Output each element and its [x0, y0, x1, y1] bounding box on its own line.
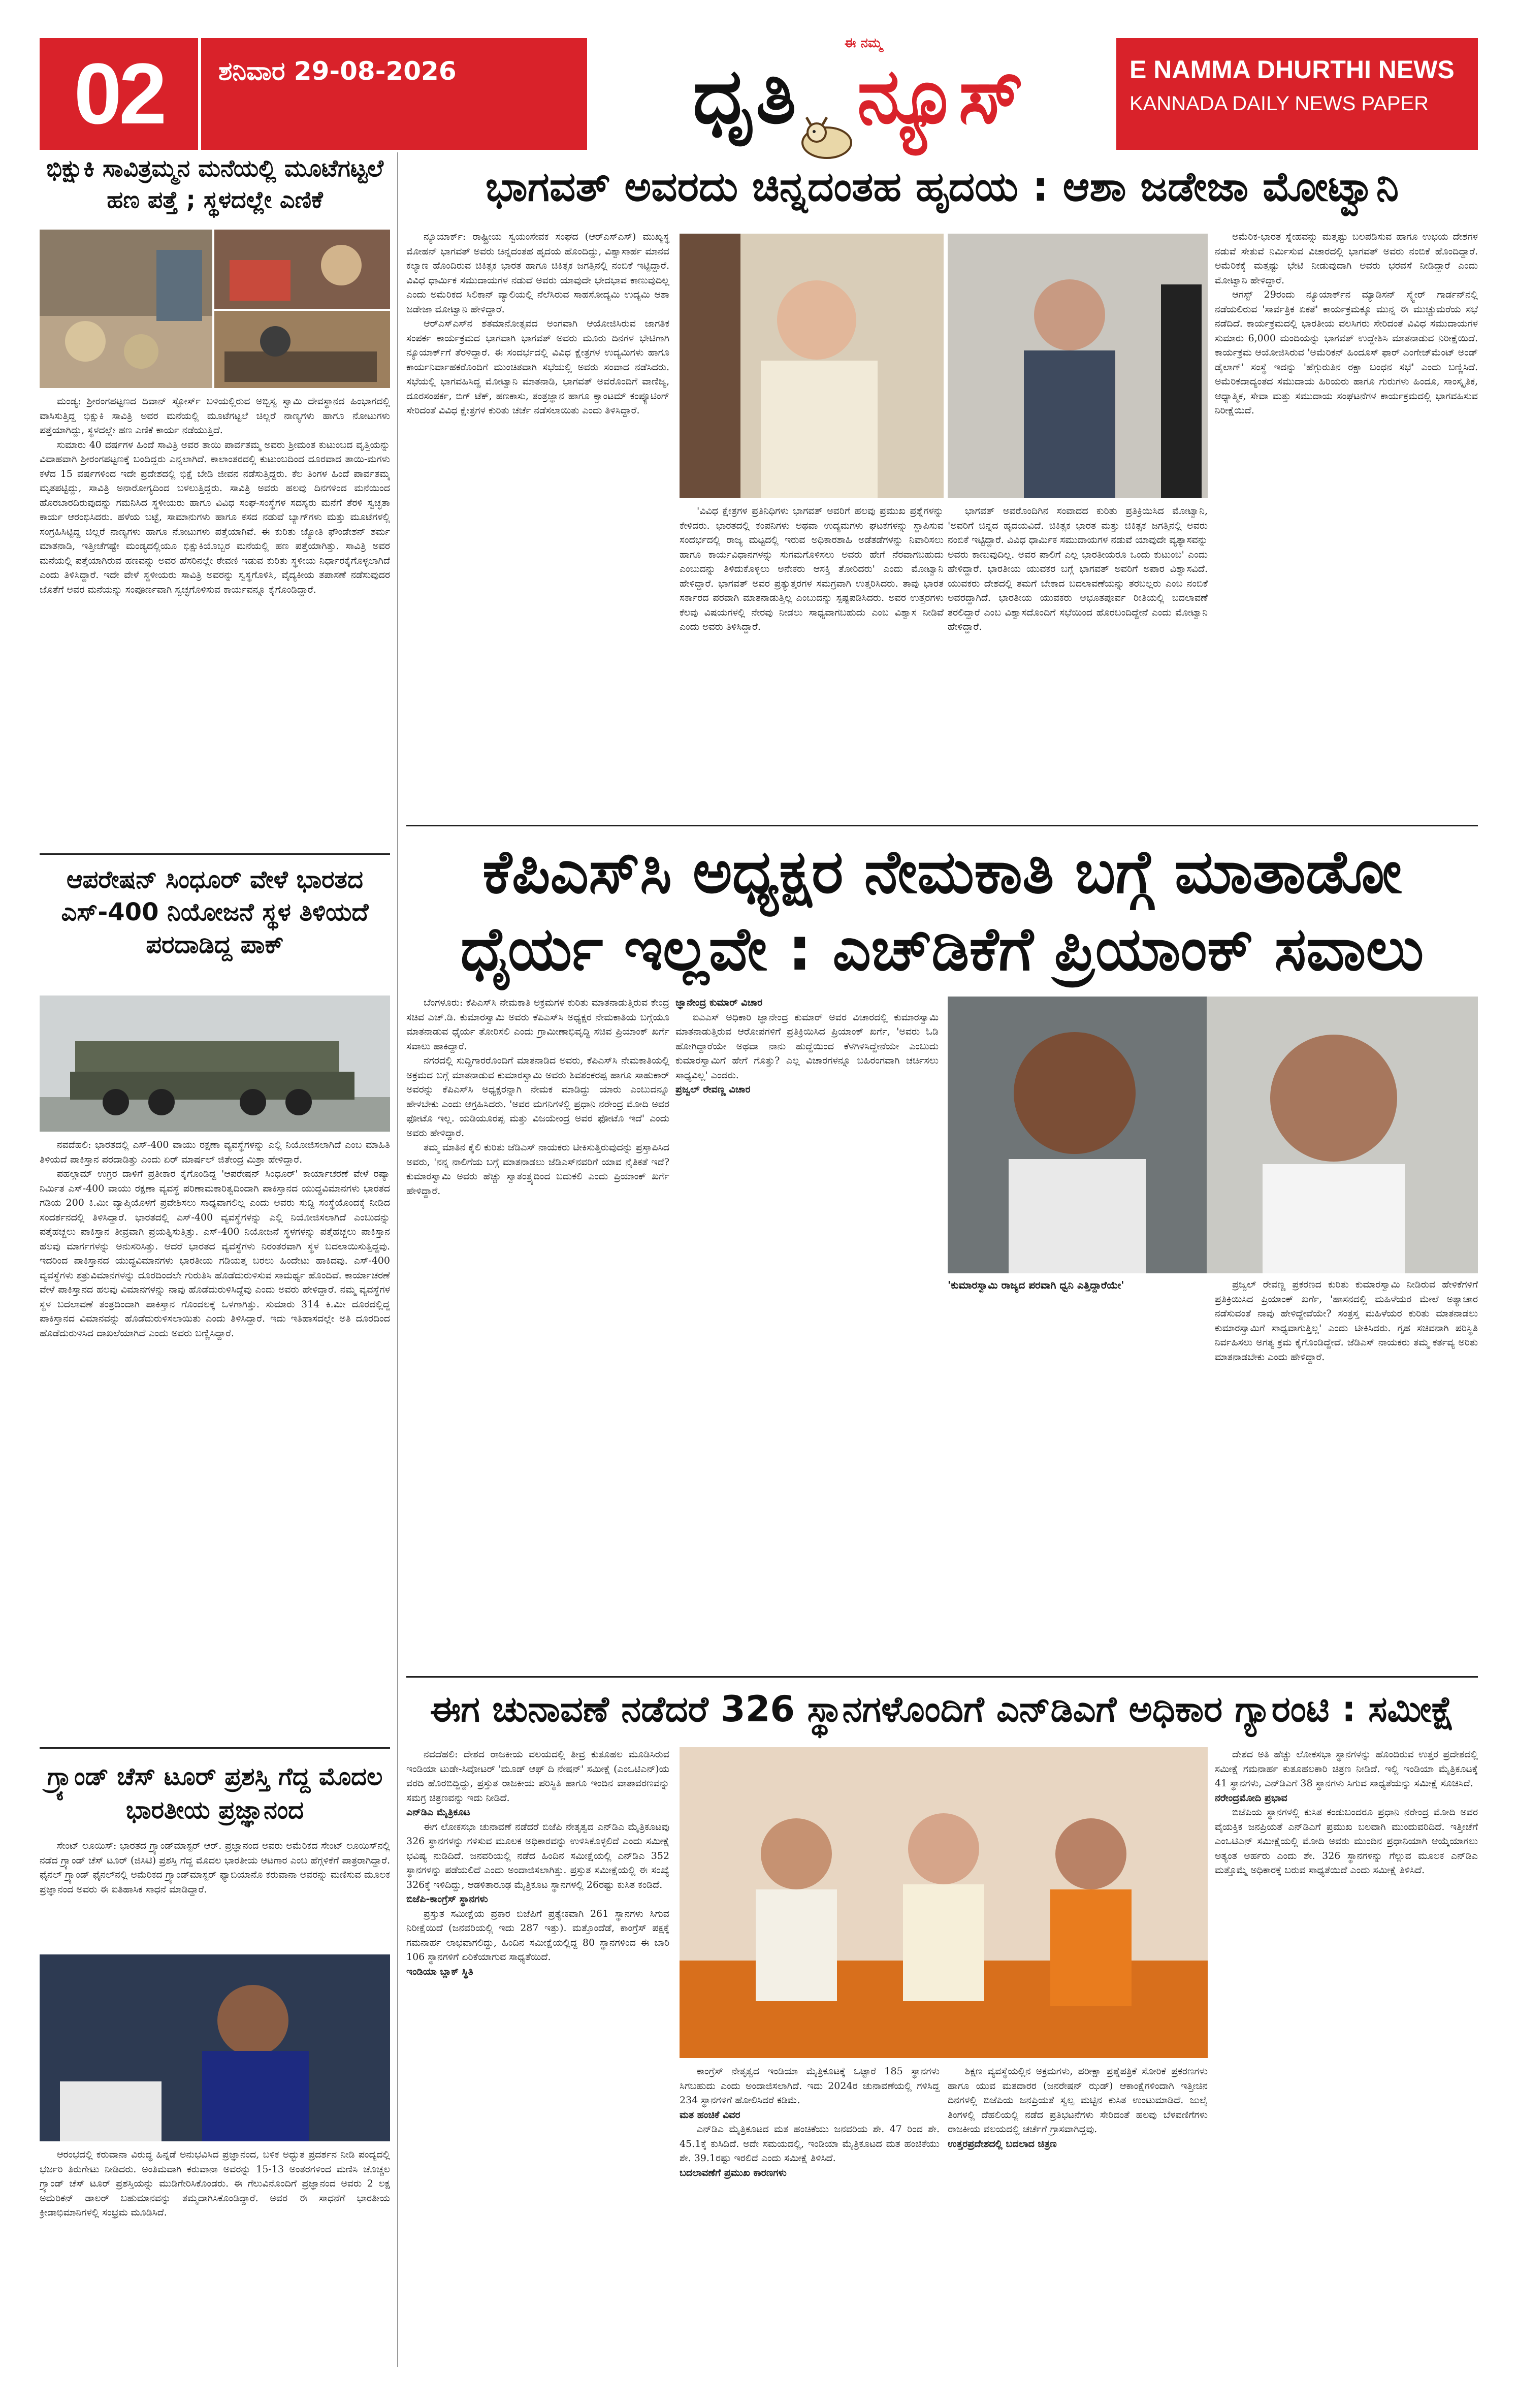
- paragraph: ಸುಮಾರು 40 ವರ್ಷಗಳ ಹಿಂದೆ ಸಾವಿತ್ರಿ ಅವರ ತಾಯಿ ಪಾರ್ವತಮ್ಮ ಅವರು ಶ್ರೀಮಂತ ಕುಟುಂಬದ ವೃತ್ತಿಯನ್ನು ವಿವಾಹವಾಗಿ ಶ್ರೀರಂಗಪಟ್ಟಣಕ್ಕೆ ಬಂದಿದ್ದರು ಎನ್ನಲಾಗಿದೆ. ಕಾಲಾಂತರದಲ್ಲಿ ಕುಟುಂಬದಿಂದ ದೂರವಾದ ತಾಯಿ-ಮಗಳು ಕಳೆದ 15 ವರ್ಷಗಳಿಂದ ಇದೇ ಪ್ರದೇಶದಲ್ಲಿ ಭಿಕ್ಷೆ ಬೇಡಿ ಜೀವನ ನಡೆಸುತ್ತಿದ್ದರು. ಕೆಲ ತಿಂಗಳ ಹಿಂದೆ ಪಾರ್ವತಮ್ಮ ಮೃತಪಟ್ಟಿದ್ದು, ಸಾವಿತ್ರಿ ಅನಾರೋಗ್ಯದಿಂದ ಬಳಲುತ್ತಿದ್ದರು. ಸಾವಿತ್ರಿ ಅವರು ಹಲವು ದಿನಗಳಿಂದ ಮನೆಯಿಂದ ಹೊರಬಾರದಿರುವುದನ್ನು ಗಮನಿಸಿದ ಸ್ಥಳೀಯರು ಹಾಗೂ ವಿವಿಧ ಸಂಘ-ಸಂಸ್ಥೆಗಳ ಸದಸ್ಯರು ಮನೆಗೆ ತೆರಳಿ ಸ್ವಚ್ಛತಾ ಕಾರ್ಯ ಆರಂಭಿಸಿದರು. ಹಳೆಯ ಬಟ್ಟೆ, ಸಾಮಾನುಗಳು ಹಾಗೂ ಕಸದ ನಡುವೆ ಬ್ಯಾಗ್‌ಗಳು ಮತ್ತು ಮೂಟೆಗಳಲ್ಲಿ ಸಂಗ್ರಹಿಸಿಟ್ಟಿದ್ದ ಚಿಲ್ಲರೆ ನಾಣ್ಯಗಳು ಹಾಗೂ ನೋಟುಗಳು ಪತ್ತೆಯಾಗಿವೆ. ಈ ಕುರಿತು ಜ್ಯೋತಿ ಫೌಂಡೇಶನ್ ಶರ್ಮ ಮಾತನಾಡಿ, ಇತ್ತೀಚೆಗಷ್ಟೇ ಮಂಡ್ಯದಲ್ಲಿಯೂ ಭಿಕ್ಷುಕಿಯೊಬ್ಬರ ಮನೆಯಲ್ಲಿ ಹಣ ಪತ್ತೆಯಾಗಿತ್ತು. ಸಾವಿತ್ರಿ ಅವರ ಮನೆಯಲ್ಲಿ ಪತ್ತೆಯಾಗಿರುವ ಹಣವನ್ನು ಅವರ ಹೆಸರಿನಲ್ಲೇ ಠೇವಣಿ ಇಡುವ ಕುರಿತು ಸ್ಥಳೀಯ ನಿರ್ಧಾರಕೈಗೊಳ್ಳಲಾಗಿದೆ ಎಂದು ತಿಳಿಸಿದ್ದಾರೆ. ಇದೇ ವೇಳೆ ಸ್ಥಳೀಯರು ಸಾವಿತ್ರಿ ಅವರನ್ನು ಸ್ವಸ್ಥಗೊಳಿಸಿ, ವೈದ್ಯಕೀಯ ತಪಾಸಣೆ ನಡೆಸುವುದರ ಜೊತೆಗೆ ಅವರ ಮನೆಯನ್ನು ಸಂಪೂರ್ಣವಾಗಿ ಸ್ವಚ್ಛಗೊಳಿಸುವ ಕಾರ್ಯವನ್ನೂ ಕೈಗೊಂಡಿದ್ದಾರೆ.: [40, 439, 390, 595]
- subheading: ಪ್ರಜ್ವಲ್ ರೇವಣ್ಣ ವಿಚಾರ: [675, 1084, 751, 1095]
- praggnanandhaa-photo: [40, 1954, 390, 2141]
- paragraph: ಆಗಸ್ಟ್ 29ರಂದು ನ್ಯೂಯಾರ್ಕ್‌ನ ಮ್ಯಾಡಿಸನ್ ಸ್ಕ್ವೇರ್ ಗಾರ್ಡನ್‌ನಲ್ಲಿ ನಡೆಯಲಿರುವ 'ಸಾರ್ವತ್ರಿಕ ಏಕತೆ' ಕಾರ್ಯಕ್ರಮಕ್ಕೂ ಮುನ್ನ ಈ ಮುಚ್ಚುಮರೆಯ ಸಭೆ ನಡೆದಿದೆ. ಕಾರ್ಯಕ್ರಮದಲ್ಲಿ ಭಾರತೀಯ ವಲಸಿಗರು ಸೇರಿದಂತೆ ವಿವಿಧ ಸಮುದಾಯಗಳ ಸುಮಾರು 6,000 ಮಂದಿಯನ್ನು ಭಾಗವತ್ ಉದ್ದೇಶಿಸಿ ಮಾತನಾಡುವ ನಿರೀಕ್ಷೆಯಿದೆ. ಕಾರ್ಯಕ್ರಮ ಆಯೋಜಿಸಿರುವ 'ಅಮೆರಿಕನ್ ಹಿಂದೂಸ್ ಫಾರ್ ಎಂಗೇಜ್‌ಮೆಂಟ್ ಅಂಡ್ ಡೈಲಾಗ್' ಸಂಸ್ಥೆ ಇದನ್ನು 'ಹೆಗ್ಗುರುತಿನ ರಕ್ಷಾ ಬಂಧನ ಸಭೆ' ಎಂದು ಬಣ್ಣಿಸಿದೆ. ಅಮೆರಿಕದಾದ್ಯಂತದ ಸಮುದಾಯ ಹಿರಿಯರು ಹಾಗೂ ಗುರುಗಳು ಹಿಂದೂ, ಸಾಂಸ್ಕೃತಿಕ, ಆಧ್ಯಾತ್ಮಿಕ, ಸೇವಾ ಮತ್ತು ಸಮುದಾಯ ಸಂಘಟನೆಗಳ ಕಾರ್ಯಕ್ರಮದಲ್ಲಿ ಭಾಗವಹಿಸುವ ನಿರೀಕ್ಷೆಯಿದೆ.: [1215, 289, 1478, 416]
- left-story-1-photo-a: [40, 230, 212, 388]
- subheading: ಎನ್‌ಡಿಎ ಮೈತ್ರಿಕೂಟ: [406, 1807, 470, 1818]
- main-story-photo-caption: 'ಕುಮಾರಸ್ವಾಮಿ ರಾಜ್ಯದ ಪರವಾಗಿ ಧ್ವನಿ ಎತ್ತಿದ್ದಾರೆಯೇ': [948, 1279, 1124, 1291]
- left-story-2-headline: ಆಪರೇಷನ್ ಸಿಂಧೂರ್ ವೇಳೆ ಭಾರತದ ಎಸ್-400 ನಿಯೋಜನೆ ಸ್ಥಳ ತಿಳಿಯದೆ ಪರದಾಡಿದ್ದ ಪಾಕ್: [61, 865, 369, 959]
- issue-date: ಶನಿವಾರ 29-08-2026: [201, 38, 587, 150]
- main-story-body-col4: [1215, 1277, 1478, 1686]
- left-story-1-photo-b: [214, 230, 390, 309]
- left-story-3-body-a: [40, 1839, 390, 1948]
- divider: [40, 853, 390, 855]
- bottom-story-body-col2: [680, 2064, 940, 2367]
- divider: [40, 1747, 390, 1749]
- bottom-story-body-col1: [406, 1747, 669, 2367]
- top-story-body-col2: [680, 504, 944, 819]
- english-title: E NAMMA DHURTHI NEWS: [1129, 55, 1455, 84]
- paragraph: ನವದೆಹಲಿ: ದೇಶದ ರಾಜಕೀಯ ವಲಯದಲ್ಲಿ ತೀವ್ರ ಕುತೂಹಲ ಮೂಡಿಸಿರುವ ಇಂಡಿಯಾ ಟುಡೇ-ಸಿವೋಟರ್ 'ಮೂಡ್ ಆಫ್ ದಿ ನೇಷನ್' ಸಮೀಕ್ಷೆ (ಎಂಒಟಿಎನ್)ಯ ವರದಿ ಹೊರಬಿದ್ದಿದ್ದು, ಪ್ರಸ್ತುತ ರಾಜಕೀಯ ಪರಿಸ್ಥಿತಿ ಹಾಗೂ ಇಂದಿನ ವಾತಾವರಣವನ್ನು ಸಮಗ್ರ ಚಿತ್ರಣವನ್ನು ಇದು ನೀಡಿದೆ.: [406, 1749, 669, 1804]
- paragraph: ನ್ಯೂಯಾರ್ಕ್: ರಾಷ್ಟ್ರೀಯ ಸ್ವಯಂಸೇವಕ ಸಂಘದ (ಆರ್‌ಎಸ್‌ಎಸ್) ಮುಖ್ಯಸ್ಥ ಮೋಹನ್ ಭಾಗವತ್ ಅವರು ಚಿನ್ನದಂತಹ ಹೃದಯ ಹೊಂದಿದ್ದು, ವಿಶ್ವಾಸಾರ್ಹ ಮಾನವ ಕಲ್ಯಾಣ ಹೊಂದಿರುವ ಚಿಕಿತ್ಸಕ ಭಾರತ ಹಾಗೂ ಚಿಕಿತ್ಸಕ ಜಗತ್ತಿನಲ್ಲಿ ನಂಬಿಕೆ ಇಟ್ಟಿದ್ದಾರೆ. ವಿವಿಧ ಧಾರ್ಮಿಕ ಸಮುದಾಯಗಳ ನಡುವೆ ಅವರು ಯಾವುದೇ ಭೇದಭಾವ ಕಾಣುವುದಿಲ್ಲ ಎಂದು ಅಮೆರಿಕದ ಸಿಲಿಕಾನ್ ವ್ಯಾಲಿಯಲ್ಲಿ ನೆಲೆಸಿರುವ ಸಾಹಸೋದ್ಯಮಿ ಉದ್ಯಮಿ ಆಶಾ ಜಡೇಜಾ ಮೋಟ್ವಾನಿ ಹೇಳಿದ್ದಾರೆ.: [406, 231, 669, 315]
- english-masthead: [1116, 38, 1478, 150]
- brand-name-right: ನ್ಯೂಸ್: [857, 52, 1024, 141]
- modi-shah-yogi-photo: [680, 1747, 1208, 2058]
- paragraph: ಅಮೆರಿಕ-ಭಾರತ ಸ್ನೇಹವನ್ನು ಮತ್ತಷ್ಟು ಬಲಪಡಿಸುವ ಹಾಗೂ ಉಭಯ ದೇಶಗಳ ನಡುವೆ ಸೇತುವೆ ನಿರ್ಮಿಸುವ ವಿಚಾರದಲ್ಲಿ ಭಾಗವತ್ ಅವರು ನಂಬಿಕೆ ಹೊಂದಿದ್ದಾರೆ. ಅಮೆರಿಕಕ್ಕೆ ಮತ್ತಷ್ಟು ಭೇಟಿ ನೀಡುವುದಾಗಿ ಅವರು ಭರವಸೆ ನೀಡಿದ್ದಾರೆ ಎಂದು ಮೋಟ್ವಾನಿ ಹೇಳಿದ್ದಾರೆ.: [1215, 231, 1478, 286]
- paragraph: ಕಾಂಗ್ರೆಸ್ ನೇತೃತ್ವದ ಇಂಡಿಯಾ ಮೈತ್ರಿಕೂಟಕ್ಕೆ ಒಟ್ಟಾರೆ 185 ಸ್ಥಾನಗಳು ಸಿಗಬಹುದು ಎಂದು ಅಂದಾಜಿಸಲಾಗಿದೆ. ಇದು 2024ರ ಚುನಾವಣೆಯಲ್ಲಿ ಗಳಿಸಿದ್ದ 234 ಸ್ಥಾನಗಳಿಗೆ ಹೋಲಿಸಿದರೆ ಕಡಿಮೆ.: [680, 2066, 940, 2106]
- subheading: ಬದಲಾವಣೆಗೆ ಪ್ರಮುಖ ಕಾರಣಗಳು: [680, 2167, 787, 2178]
- paragraph: ಈಗ ಲೋಕಸಭಾ ಚುನಾವಣೆ ನಡೆದರೆ ಬಿಜೆಪಿ ನೇತೃತ್ವದ ಎನ್‌ಡಿಎ ಮೈತ್ರಿಕೂಟವು 326 ಸ್ಥಾನಗಳನ್ನು ಗಳಿಸುವ ಮೂಲಕ ಅಧಿಕಾರವನ್ನು ಉಳಿಸಿಕೊಳ್ಳಲಿದೆ ಎಂದು ಸಮೀಕ್ಷೆ ಭವಿಷ್ಯ ನುಡಿದಿದೆ. ಜನವರಿಯಲ್ಲಿ ನಡೆದ ಹಿಂದಿನ ಸಮೀಕ್ಷೆಯಲ್ಲಿ ಎನ್‌ಡಿಎ 352 ಸ್ಥಾನಗಳನ್ನು ಪಡೆಯಲಿದೆ ಎಂದು ಅಂದಾಜಿಸಲಾಗಿತ್ತು. ಪ್ರಸ್ತುತ ಸಮೀಕ್ಷೆಯಲ್ಲಿ ಈ ಸಂಖ್ಯೆ 326ಕ್ಕೆ ಇಳಿದಿದ್ದು, ಆಡಳಿತಾರೂಢ ಮೈತ್ರಿಕೂಟ ಸ್ಥಾನಗಳಲ್ಲಿ 26ರಷ್ಟು ಕುಸಿತ ಕಂಡಿದೆ.: [406, 1821, 669, 1890]
- paragraph: ಪ್ರಜ್ವಲ್ ರೇವಣ್ಣ ಪ್ರಕರಣದ ಕುರಿತು ಕುಮಾರಸ್ವಾಮಿ ನೀಡಿರುವ ಹೇಳಿಕೆಗಳಿಗೆ ಪ್ರತಿಕ್ರಿಯಿಸಿದ ಪ್ರಿಯಾಂಕ್ ಖರ್ಗೆ, 'ಹಾಸನದಲ್ಲಿ ಮಹಿಳೆಯರ ಮೇಲೆ ಅತ್ಯಾಚಾರ ನಡೆಸುವಂತೆ ನಾವು ಹೇಳಿದ್ದೇವೆಯೇ? ಸಂತ್ರಸ್ತ ಮಹಿಳೆಯರ ಕುರಿತು ಮಾತನಾಡಲು ಕುಮಾರಸ್ವಾಮಿಗೆ ಸಾಧ್ಯವಾಗುತ್ತಿಲ್ಲ' ಎಂದು ಟೀಕಿಸಿದರು. ಗೃಹ ಸಚಿವನಾಗಿ ಪರಿಸ್ಥಿತಿ ನಿರ್ವಹಿಸಲು ಅಗತ್ಯ ಕ್ರಮ ಕೈಗೊಂಡಿದ್ದೇವೆ. ಜೆಡಿಎಸ್ ನಾಯಕರು ತಮ್ಮ ಕರ್ತವ್ಯ ಅರಿತು ಮಾತನಾಡಬೇಕು ಎಂದು ಹೇಳಿದ್ದಾರೆ.: [1215, 1279, 1478, 1363]
- main-story-headline-line1: ಕೆಪಿಎಸ್‌ಸಿ ಅಧ್ಯಕ್ಷರ ನೇಮಕಾತಿ ಬಗ್ಗೆ ಮಾತಾಡೋ: [482, 837, 1402, 907]
- paragraph: ನವದೆಹಲಿ: ಭಾರತದಲ್ಲಿ ಎಸ್-400 ವಾಯು ರಕ್ಷಣಾ ವ್ಯವಸ್ಥೆಗಳನ್ನು ಎಲ್ಲಿ ನಿಯೋಜಿಸಲಾಗಿದೆ ಎಂಬ ಮಾಹಿತಿ ತಿಳಿಯದೆ ಪಾಕಿಸ್ತಾನ ಪರದಾಡಿತ್ತು ಎಂದು ಏರ್ ಮಾರ್ಷಲ್ ಜಿತೇಂದ್ರ ಮಿಶ್ರಾ ಹೇಳಿದ್ದಾರೆ.: [40, 1139, 390, 1165]
- divider: [406, 825, 1478, 826]
- subheading: ಉತ್ತರಪ್ರದೇಶದಲ್ಲಿ ಬದಲಾದ ಚಿತ್ರಣ: [948, 2138, 1057, 2149]
- newspaper-logo: [615, 36, 1102, 157]
- left-story-1-body: [40, 394, 390, 846]
- subheading: ಮತ ಹಂಚಿಕೆ ವಿವರ: [680, 2109, 740, 2121]
- paragraph: ತಮ್ಮ ಮಾತಿನ ಕೈಲಿ ಕುರಿತು ಜೆಡಿಎಸ್ ನಾಯಕರು ಟೀಕಿಸುತ್ತಿರುವುದನ್ನು ಪ್ರಸ್ತಾಪಿಸಿದ ಅವರು, 'ನನ್ನ ನಾಲಿಗೆಯ ಬಗ್ಗೆ ಮಾತನಾಡಲು ಜೆಡಿಎಸ್‌ನವರಿಗೆ ಯಾವ ನೈತಿಕತೆ ಇದೆ? ಕುಮಾರಸ್ವಾಮಿ ಅವರು ಹೆಚ್ಚು ಸ್ವಾತಂತ್ರ್ಯದಿಂದ ಬದುಕಲಿ ಎಂದು ಪ್ರಿಯಾಂಕ್ ಖರ್ಗೆ ಹೇಳಿದ್ದಾರೆ.: [406, 1142, 669, 1197]
- paragraph: ಭಾಗವತ್ ಅವರೊಂದಿಗಿನ ಸಂವಾದದ ಕುರಿತು ಪ್ರತಿಕ್ರಿಯಿಸಿದ ಮೋಟ್ವಾನಿ, 'ಅವರಿಗೆ ಚಿನ್ನದ ಹೃದಯವಿದೆ. ಚಿಕಿತ್ಸಕ ಭಾರತ ಮತ್ತು ಚಿಕಿತ್ಸಕ ಜಗತ್ತಿನಲ್ಲಿ ಅವರು ನಂಬಿಕೆ ಇಟ್ಟಿದ್ದಾರೆ. ವಿವಿಧ ಧಾರ್ಮಿಕ ಸಮುದಾಯಗಳ ನಡುವೆ ಯಾವುದೇ ವ್ಯತ್ಯಾಸವನ್ನು ಅವರು ಕಾಣುವುದಿಲ್ಲ. ಅವರ ಪಾಲಿಗೆ ಎಲ್ಲ ಭಾರತೀಯರೂ ಒಂದು ಕುಟುಂಬ' ಎಂದು ಹೇಳಿದ್ದಾರೆ. ಭಾರತೀಯ ಯುವಕರ ಬಗ್ಗೆ ಭಾಗವತ್ ಅವರಿಗೆ ಅಪಾರ ವಿಶ್ವಾಸವಿದೆ. ಯುವಕರು ದೇಶದಲ್ಲಿ ತಮಗೆ ಬೇಕಾದ ಬದಲಾವಣೆಯನ್ನು ತರಬಲ್ಲರು ಎಂಬ ನಂಬಿಕೆ ಅವರದ್ದಾಗಿದೆ. ಭಾರತೀಯ ಯುವಕರು ಅಭೂತಪೂರ್ವ ರೀತಿಯಲ್ಲಿ ಬದಲಾವಣೆ ತರಲಿದ್ದಾರೆ ಎಂಬ ವಿಶ್ವಾಸದೊಂದಿಗೆ ಸಭೆಯಿಂದ ಹೊರಬಂದಿದ್ದೇನೆ ಎಂದು ಮೋಟ್ವಾನಿ ಹೇಳಿದ್ದಾರೆ.: [948, 505, 1208, 632]
- paragraph: ದೇಶದ ಅತಿ ಹೆಚ್ಚು ಲೋಕಸಭಾ ಸ್ಥಾನಗಳನ್ನು ಹೊಂದಿರುವ ಉತ್ತರ ಪ್ರದೇಶದಲ್ಲಿ ಸಮೀಕ್ಷೆ ಗಮನಾರ್ಹ ಕುತೂಹಲಕಾರಿ ಚಿತ್ರಣ ನೀಡಿದೆ. ಇಲ್ಲಿ ಇಂಡಿಯಾ ಮೈತ್ರಿಕೂಟಕ್ಕೆ 41 ಸ್ಥಾನಗಳು, ಎನ್‌ಡಿಎಗೆ 38 ಸ್ಥಾನಗಳು ಸಿಗುವ ಸಾಧ್ಯತೆಯನ್ನು ಸಮೀಕ್ಷೆ ಸೂಚಿಸಿದೆ.: [1215, 1749, 1478, 1789]
- left-story-1-photo-c: [214, 311, 390, 388]
- main-story-headline-line2: ಧೈರ್ಯ ಇಲ್ಲವೇ : ಎಚ್‌ಡಿಕೆಗೆ ಪ್ರಿಯಾಂಕ್ ಸವಾಲು: [460, 914, 1424, 984]
- divider: [406, 1676, 1478, 1678]
- paragraph: ಸೇಂಟ್ ಲೂಯಿಸ್: ಭಾರತದ ಗ್ರ್ಯಾಂಡ್‌ಮಾಸ್ಟರ್ ಆರ್. ಪ್ರಜ್ಞಾನಂದ ಅವರು ಅಮೆರಿಕದ ಸೇಂಟ್ ಲೂಯಿಸ್‌ನಲ್ಲಿ ನಡೆದ ಗ್ರ್ಯಾಂಡ್ ಚೆಸ್ ಟೂರ್ (ಜಿಸಿಟಿ) ಪ್ರಶಸ್ತಿ ಗೆದ್ದ ಮೊದಲ ಭಾರತೀಯ ಆಟಗಾರ ಎಂಬ ಹೆಗ್ಗಳಿಕೆಗೆ ಪಾತ್ರರಾಗಿದ್ದಾರೆ. ಫೈನಲ್ ಗ್ರ್ಯಾಂಡ್ ಫೈನಲ್‌ನಲ್ಲಿ ಅಮೆರಿಕದ ಗ್ರ್ಯಾಂಡ್‌ಮಾಸ್ಟರ್ ಫ್ಯಾಬಿಯಾನೊ ಕರುವಾನಾ ಅವರನ್ನು ಮಣಿಸುವ ಮೂಲಕ ಪ್ರಜ್ಞಾನಂದ ಅವರು ಈ ಐತಿಹಾಸಿಕ ಸಾಧನೆ ಮಾಡಿದ್ದಾರೆ.: [40, 1840, 390, 1895]
- asha-jadeja-photo: [948, 234, 1208, 498]
- s400-missile-photo: [40, 996, 390, 1132]
- top-story-body-col4: [1215, 230, 1478, 819]
- main-story-body-col2: [675, 996, 939, 1686]
- subheading: ನರೇಂದ್ರಮೋದಿ ಪ್ರಭಾವ: [1215, 1792, 1287, 1804]
- paragraph: ಮಂಡ್ಯ: ಶ್ರೀರಂಗಪಟ್ಟಣದ ದಿವಾನ್ ಸ್ಟೋರ್ಸ್ ಬಳಿಯಲ್ಲಿರುವ ಅಬ್ಬಿಸ್ವ ಸ್ವಾಮಿ ದೇವಸ್ಥಾನದ ಹಿಂಭಾಗದಲ್ಲಿ ವಾಸಿಸುತ್ತಿದ್ದ ಭಿಕ್ಷುಕಿ ಸಾವಿತ್ರಿ ಅವರ ಮನೆಯಲ್ಲಿ ಮೂಟೆಗಟ್ಟಲೆ ಚಿಲ್ಲರೆ ನಾಣ್ಯಗಳು ಹಾಗೂ ನೋಟುಗಳು ಪತ್ತೆಯಾಗಿದ್ದು, ಸ್ಥಳದಲ್ಲೇ ಹಣ ಎಣಿಕೆ ಕಾರ್ಯ ನಡೆಯುತ್ತಿದೆ.: [40, 396, 390, 436]
- paragraph: ಆರಂಭದಲ್ಲಿ ಕರುವಾನಾ ವಿರುದ್ಧ ಹಿನ್ನಡೆ ಅನುಭವಿಸಿದ ಪ್ರಜ್ಞಾನಂದ, ಬಳಿಕ ಅದ್ಭುತ ಪ್ರದರ್ಶನ ನೀಡಿ ಪಂದ್ಯದಲ್ಲಿ ಭರ್ಜರಿ ತಿರುಗೇಟು ನೀಡಿದರು. ಅಂತಿಮವಾಗಿ ಕರುವಾನಾ ಅವರನ್ನು 15-13 ಅಂತರಗಳಿಂದ ಮಣಿಸಿ ಚೊಚ್ಚಲ ಗ್ರ್ಯಾಂಡ್ ಚೆಸ್ ಟೂರ್ ಪ್ರಶಸ್ತಿಯನ್ನು ಮುಡಿಗೇರಿಸಿಕೊಂಡರು. ಈ ಗೆಲುವಿನೊಂದಿಗೆ ಪ್ರಜ್ಞಾನಂದ ಅವರು 2 ಲಕ್ಷ ಅಮೆರಿಕನ್ ಡಾಲರ್ ಬಹುಮಾನವನ್ನು ತಮ್ಮದಾಗಿಸಿಕೊಂಡಿದ್ದಾರೆ. ಅವರ ಈ ಸಾಧನೆಗೆ ಭಾರತೀಯ ಕ್ರೀಡಾಭಿಮಾನಿಗಳಲ್ಲಿ ಸಂಭ್ರಮ ಮೂಡಿಸಿದೆ.: [40, 2149, 390, 2218]
- top-story-body-col3: [948, 504, 1208, 819]
- top-story-headline: ಭಾಗವತ್ ಅವರದು ಚಿನ್ನದಂತಹ ಹೃದಯ : ಆಶಾ ಜಡೇಜಾ ಮೋಟ್ವಾನಿ: [485, 163, 1399, 210]
- bottom-story-body-col3: [948, 2064, 1208, 2367]
- paragraph: ಐಎಎಸ್ ಅಧಿಕಾರಿ ಜ್ಞಾನೇಂದ್ರ ಕುಮಾರ್ ಅವರ ವಿಚಾರದಲ್ಲಿ ಕುಮಾರಸ್ವಾಮಿ ಮಾತನಾಡುತ್ತಿರುವ ಆರೋಪಗಳಿಗೆ ಪ್ರತಿಕ್ರಿಯಿಸಿದ ಪ್ರಿಯಾಂಕ್ ಖರ್ಗೆ, 'ಅವರು ಓಡಿ ಹೋಗಿದ್ದಾರೆಯೇ ಅಥವಾ ನಾನು ಹುದ್ದೆಯಿಂದ ಕೆಳಗಿಳಿಸಿದ್ದೇನೆಯೇ ಎಂಬುದು ಕುಮಾರಸ್ವಾಮಿಗೆ ಹೇಗೆ ಗೊತ್ತು? ಎಲ್ಲ ವಿಚಾರಗಳನ್ನೂ ಬಹಿರಂಗವಾಗಿ ಚರ್ಚಿಸಲು ಸಾಧ್ಯವಿಲ್ಲ' ಎಂದರು.: [675, 1011, 939, 1081]
- main-story-body-col1: [406, 996, 669, 1686]
- bottom-story-headline: ಈಗ ಚುನಾವಣೆ ನಡೆದರೆ 326 ಸ್ಥಾನಗಳೊಂದಿಗೆ ಎನ್‌ಡಿಎಗೆ ಅಧಿಕಾರ ಗ್ಯಾರಂಟಿ : ಸಮೀಕ್ಷೆ: [430, 1688, 1455, 1730]
- paragraph: ಪ್ರಸ್ತುತ ಸಮೀಕ್ಷೆಯ ಪ್ರಕಾರ ಬಿಜೆಪಿಗೆ ಪ್ರತ್ಯೇಕವಾಗಿ 261 ಸ್ಥಾನಗಳು ಸಿಗುವ ನಿರೀಕ್ಷೆಯಿದೆ (ಜನವರಿಯಲ್ಲಿ ಇದು 287 ಇತ್ತು). ಮತ್ತೊಂದೆಡೆ, ಕಾಂಗ್ರೆಸ್ ಪಕ್ಷಕ್ಕೆ ಗಮನಾರ್ಹ ಲಾಭವಾಗಲಿದ್ದು, ಹಿಂದಿನ ಸಮೀಕ್ಷೆಯಲ್ಲಿದ್ದ 80 ಸ್ಥಾನಗಳಿಂದ ಈ ಬಾರಿ 106 ಸ್ಥಾನಗಳಿಗೆ ಏರಿಕೆಯಾಗುವ ಸಾಧ್ಯತೆಯಿದೆ.: [406, 1908, 669, 1963]
- column-divider: [397, 152, 398, 2367]
- paragraph: ಶಿಕ್ಷಣ ವ್ಯವಸ್ಥೆಯಲ್ಲಿನ ಅಕ್ರಮಗಳು, ಪರೀಕ್ಷಾ ಪ್ರಶ್ನೆಪತ್ರಿಕೆ ಸೋರಿಕೆ ಪ್ರಕರಣಗಳು ಹಾಗೂ ಯುವ ಮತದಾರರ (ಜನರೇಷನ್ ಝಡ್) ಆಕಾಂಕ್ಷೆಗಳಿಂದಾಗಿ ಇತ್ತೀಚಿನ ದಿನಗಳಲ್ಲಿ ಬಿಜೆಪಿಯ ಜನಪ್ರಿಯತೆ ಸ್ವಲ್ಪ ಮಟ್ಟಿನ ಕುಸಿತ ಉಂಟುಮಾಡಿದೆ. ಜುಲೈ ತಿಂಗಳಲ್ಲಿ ದೆಹಲಿಯಲ್ಲಿ ನಡೆದ ಪ್ರತಿಭಟನೆಗಳು ಸೇರಿದಂತೆ ಹಲವು ಬೆಳವಣಿಗೆಗಳು ರಾಜಕೀಯ ವಲಯದಲ್ಲಿ ಚರ್ಚೆಗೆ ಗ್ರಾಸವಾಗಿದ್ದವು.: [948, 2066, 1208, 2135]
- brand-name-left: ಧೃತಿ: [693, 52, 796, 141]
- paragraph: 'ವಿವಿಧ ಕ್ಷೇತ್ರಗಳ ಪ್ರತಿನಿಧಿಗಳು ಭಾಗವತ್ ಅವರಿಗೆ ಹಲವು ಪ್ರಮುಖ ಪ್ರಶ್ನೆಗಳನ್ನು ಕೇಳಿದರು. ಭಾರತದಲ್ಲಿ ಕಂಪನಿಗಳು ಅಥವಾ ಉದ್ಯಮಗಳು ಘಟಕಗಳನ್ನು ಸ್ಥಾಪಿಸುವ ಸಂದರ್ಭದಲ್ಲಿ ರಾಜ್ಯ ಮಟ್ಟದಲ್ಲಿ ಇರುವ ಅಧಿಕಾರಶಾಹಿ ಅಡೆತಡೆಗಳನ್ನು ನಿವಾರಿಸಲು ಹಾಗೂ ಕಾರ್ಯವಿಧಾನಗಳನ್ನು ಸುಗಮಗೊಳಿಸಲು ಅವರು ಹೇಗೆ ನೆರವಾಗಬಹುದು ಎಂಬುದನ್ನು ತಿಳಿದುಕೊಳ್ಳಲು ಅನೇಕರು ಆಸಕ್ತಿ ತೋರಿದರು' ಎಂದು ಮೋಟ್ವಾನಿ ಹೇಳಿದ್ದಾರೆ. ಭಾಗವತ್ ಅವರ ಪ್ರತ್ಯುತ್ತರಗಳ ಸಮಗ್ರವಾಗಿ ಉತ್ತರಿಸಿದರು. ತಾವು ಭಾರತ ಸರ್ಕಾರದ ಪರವಾಗಿ ಮಾತನಾಡುತ್ತಿಲ್ಲ ಎಂಬುದನ್ನು ಸ್ಪಷ್ಟಪಡಿಸಿದರು. ಅವರ ಉತ್ತರಗಳು ಕೆಲವು ವಿಷಯಗಳಲ್ಲಿ ನೇರವು ನೀಡಲು ಸಾಧ್ಯವಾಗಬಹುದು ಎಂಬ ವಿಶ್ವಾಸ ನೀಡಿವೆ ಎಂದು ಅವರು ತಿಳಿಸಿದ್ದಾರೆ.: [680, 505, 944, 632]
- left-story-1-headline: ಭಿಕ್ಷುಕಿ ಸಾವಿತ್ರಮ್ಮನ ಮನೆಯಲ್ಲಿ ಮೂಟೆಗಟ್ಟಲೆ ಹಣ ಪತ್ತೆ ; ಸ್ಥಳದಲ್ಲೇ ಎಣಿಕೆ: [46, 154, 383, 213]
- top-story-body-col1: [406, 230, 669, 819]
- left-story-3-body-b: [40, 2147, 390, 2361]
- left-story-2-body: [40, 1138, 390, 1732]
- mohan-bhagwat-photo: [680, 234, 944, 498]
- priyank-kumaraswamy-photo: [948, 997, 1478, 1273]
- paragraph: ನಗರದಲ್ಲಿ ಸುದ್ದಿಗಾರರೊಂದಿಗೆ ಮಾತನಾಡಿದ ಅವರು, ಕೆಪಿಎಸ್‌ಸಿ ನೇಮಕಾತಿಯಲ್ಲಿ ಅಕ್ರಮದ ಬಗ್ಗೆ ಮಾತನಾಡುವ ಕುಮಾರಸ್ವಾಮಿ ಅವರು ಶಿವಶಂಕರಪ್ಪ ಹಾಗೂ ಸಾಹುಕಾರ್ ಅವರನ್ನು ಕೆಪಿಎಸ್‌ಸಿ ಅಧ್ಯಕ್ಷರನ್ನಾಗಿ ನೇಮಕ ಮಾಡಿದ್ದು ಯಾರು ಎಂಬುದನ್ನೂ ಹೇಳಬೇಕು ಎಂದು ಆಗ್ರಹಿಸಿದರು. 'ಅವರ ಮಗನಿಗಳಲ್ಲಿ ಪ್ರಧಾನಿ ನರೇಂದ್ರ ಮೋದಿ ಅವರ ಫೋಟೊ ಇಲ್ಲ. ಯಡಿಯೂರಪ್ಪ ಮತ್ತು ವಿಜಯೇಂದ್ರ ಅವರ ಫೋಟೊ ಇದೆ' ಎಂದು ಅವರು ಹೇಳಿದ್ದಾರೆ.: [406, 1055, 669, 1139]
- paragraph: ಎನ್‌ಡಿಎ ಮೈತ್ರಿಕೂಟದ ಮತ ಹಂಚಿಕೆಯು ಜನವರಿಯ ಶೇ. 47 ರಿಂದ ಶೇ. 45.1ಕ್ಕೆ ಕುಸಿದಿದೆ. ಅದೇ ಸಮಯದಲ್ಲಿ, ಇಂಡಿಯಾ ಮೈತ್ರಿಕೂಟದ ಮತ ಹಂಚಿಕೆಯು ಶೇ. 39.1ರಷ್ಟು ಇರಲಿದೆ ಎಂದು ಸಮೀಕ್ಷೆ ತಿಳಿಸಿದೆ.: [680, 2124, 940, 2164]
- subheading: ಇಂಡಿಯಾ ಬ್ಲಾಕ್ ಸ್ಥಿತಿ: [406, 1966, 473, 1977]
- paragraph: ಪಹಲ್ಗಾಮ್ ಉಗ್ರರ ದಾಳಿಗೆ ಪ್ರತೀಕಾರ ಕೈಗೊಂಡಿದ್ದ 'ಆಪರೇಷನ್ ಸಿಂಧೂರ್' ಕಾರ್ಯಾಚರಣೆ ವೇಳೆ ರಷ್ಯಾ ನಿರ್ಮಿತ ಎಸ್-400 ವಾಯು ರಕ್ಷಣಾ ವ್ಯವಸ್ಥೆ ಪರಿಣಾಮಕಾರಿತ್ವದಿಂದಾಗಿ ಪಾಕಿಸ್ತಾನದ ಯುದ್ಧವಿಮಾನಗಳು ಭಾರತದ ಗಡಿಯ 200 ಕಿ.ಮೀ ವ್ಯಾಪ್ತಿಯೊಳಗೆ ಪ್ರವೇಶಿಸಲು ಸಾಧ್ಯವಾಗಲಿಲ್ಲ ಎಂದು ಅವರು ಸುದ್ದಿ ಸಂಸ್ಥೆಯೊಂದಕ್ಕೆ ನೀಡಿದ ಸಂದರ್ಶನದಲ್ಲಿ ತಿಳಿಸಿದ್ದಾರೆ. ಭಾರತದಲ್ಲಿ ಎಸ್-400 ವ್ಯವಸ್ಥೆಗಳನ್ನು ಎಲ್ಲಿ ನಿಯೋಜಿಸಲಾಗಿದೆ ಎಂಬುದನ್ನು ಪತ್ತೆಹಚ್ಚಲು ಪಾಕಿಸ್ತಾನ ತೀವ್ರವಾಗಿ ಪ್ರಯತ್ನಿಸುತ್ತಿತ್ತು. ಎಸ್-400 ನಿಯೋಜನೆ ಸ್ಥಳಗಳನ್ನು ಪತ್ತೆಹಚ್ಚಲು ಪಾಕಿಸ್ತಾನ ಹಲವು ಮಾರ್ಗಗಳನ್ನು ಅನುಸರಿಸಿತ್ತು. ಆದರೆ ಭಾರತದ ವ್ಯವಸ್ಥೆಗಳು ನಿರಂತರವಾಗಿ ಸ್ಥಳ ಬದಲಾಯಿಸುತ್ತಿದ್ದವು. ಇದರಿಂದ ಪಾಕಿಸ್ತಾನದ ಯುದ್ಧವಿಮಾನಗಳು ಭಾರತೀಯ ಗಡಿಯತ್ತ ಬರಲು ಹಿಂದೇಟು ಹಾಕಿದವು. ಎಸ್-400 ವ್ಯವಸ್ಥೆಗಳು ಶತ್ರುವಿಮಾನಗಳನ್ನು ದೂರದಿಂದಲೇ ಗುರುತಿಸಿ ಹೊಡೆದುರುಳಿಸುವ ಸಾಮರ್ಥ್ಯ ಹೊಂದಿವೆ. ಕಾರ್ಯಾಚರಣೆ ವೇಳೆ ಪಾಕಿಸ್ತಾನದ ಹಲವು ವಿಮಾನಗಳನ್ನು ನಾವು ಹೊಡೆದುರುಳಿಸಿದ್ದೆವು ಎಂದು ಅವರು ಹೇಳಿದ್ದಾರೆ. ನಮ್ಮ ವ್ಯವಸ್ಥೆಗಳ ಸ್ಥಳ ಬದಲಾವಣೆ ತಂತ್ರದಿಂದಾಗಿ ಪಾಕಿಸ್ತಾನ ಗೊಂದಲಕ್ಕೆ ಒಳಗಾಗಿತ್ತು. ಸುಮಾರು 314 ಕಿ.ಮೀ ದೂರದಲ್ಲಿದ್ದ ಪಾಕಿಸ್ತಾನದ ವಿಮಾನವನ್ನು ಹೊಡೆದುರುಳಿಸಲಾಯಿತು ಎಂದು ತಿಳಿಸಿದ್ದಾರೆ. ಇದು ಇತಿಹಾಸದಲ್ಲೇ ಅತಿ ದೂರದಿಂದ ಹೊಡೆದುರುಳಿಸಿದ ದಾಖಲೆಯಾಗಿದೆ ಎಂದು ಅವರು ಬಣ್ಣಿಸಿದ್ದಾರೆ.: [40, 1168, 390, 1339]
- paragraph: ಬೆಂಗಳೂರು: ಕೆಪಿಎಸ್‌ಸಿ ನೇಮಕಾತಿ ಅಕ್ರಮಗಳ ಕುರಿತು ಮಾತನಾಡುತ್ತಿರುವ ಕೇಂದ್ರ ಸಚಿವ ಎಚ್.ಡಿ. ಕುಮಾರಸ್ವಾಮಿ ಅವರು ಕೆಪಿಎಸ್‌ಸಿ ಅಧ್ಯಕ್ಷರ ನೇಮಕಾತಿಯ ಬಗ್ಗೆಯೂ ಮಾತನಾಡುವ ಧೈರ್ಯ ತೋರಿಸಲಿ ಎಂದು ಗ್ರಾಮೀಣಾಭಿವೃದ್ಧಿ ಸಚಿವ ಪ್ರಿಯಾಂಕ್ ಖರ್ಗೆ ಸವಾಲು ಹಾಕಿದ್ದಾರೆ.: [406, 997, 669, 1052]
- subheading: ಜ್ಞಾನೇಂದ್ರ ಕುಮಾರ್ ವಿಚಾರ: [675, 997, 763, 1008]
- paragraph: ಬಿಜೆಪಿಯ ಸ್ಥಾನಗಳಲ್ಲಿ ಕುಸಿತ ಕಂಡುಬಂದರೂ ಪ್ರಧಾನಿ ನರೇಂದ್ರ ಮೋದಿ ಅವರ ವೈಯಕ್ತಿಕ ಜನಪ್ರಿಯತೆ ಎನ್‌ಡಿಎಗೆ ಪ್ರಮುಖ ಬಲವಾಗಿ ಮುಂದುವರಿದಿದೆ. ಇತ್ತೀಚೆಗೆ ಎಂಒಟಿಎನ್ ಸಮೀಕ್ಷೆಯಲ್ಲಿ ಮೋದಿ ಅವರು ಮುಂದಿನ ಪ್ರಧಾನಿಯಾಗಿ ಆಯ್ಕೆಯಾಗಲು ಅತ್ಯಂತ ಅರ್ಹರು ಎಂದು ಶೇ. 326 ಸ್ಥಾನಗಳನ್ನು ಗೆಲ್ಲುವ ಮೂಲಕ ಎನ್‌ಡಿಎ ಮತ್ತೊಮ್ಮೆ ಅಧಿಕಾರಕ್ಕೆ ಬರುವ ಸಾಧ್ಯತೆಯಿದೆ ಎಂದು ಸಮೀಕ್ಷೆ ತಿಳಿಸಿದೆ.: [1215, 1807, 1478, 1876]
- paragraph: ಆರ್‌ಎಸ್‌ಎಸ್‌ನ ಶತಮಾನೋತ್ಸವದ ಅಂಗವಾಗಿ ಆಯೋಜಿಸಿರುವ ಜಾಗತಿಕ ಸಂಪರ್ಕ ಕಾರ್ಯಕ್ರಮದ ಭಾಗವಾಗಿ ಭಾಗವತ್ ಅವರು ಮೂರು ದಿನಗಳ ಭೇಟಿಗಾಗಿ ನ್ಯೂಯಾರ್ಕ್‌ಗೆ ತೆರಳಿದ್ದಾರೆ. ಈ ಸಂದರ್ಭದಲ್ಲಿ ವಿವಿಧ ಕ್ಷೇತ್ರಗಳ ಉದ್ಯಮಿಗಳು ಹಾಗೂ ಕಾರ್ಯನಿರ್ವಾಹಕರೊಂದಿಗೆ ಮುಂಚಿತವಾಗಿ ಸಭೆಯಲ್ಲಿ ಅವರು ಸಂವಾದ ನಡೆಸಿದರು. ಸಭೆಯಲ್ಲಿ ಭಾಗವಹಿಸಿದ್ದ ಮೋಟ್ವಾನಿ ಮಾತನಾಡಿ, ಭಾಗವತ್ ಅವರೊಂದಿಗೆ ವಾಣಿಜ್ಯ, ದೂರಸಂಪರ್ಕ, ಬಿಗ್ ಟೆಕ್, ಹಣಕಾಸು, ತಂತ್ರಜ್ಞಾನ ಹಾಗೂ ಕ್ವಾಂಟಮ್ ಕಂಪ್ಯೂಟಿಂಗ್ ಸೇರಿದಂತೆ ವಿವಿಧ ಕ್ಷೇತ್ರಗಳ ಕುರಿತು ಚರ್ಚೆ ನಡೆಸಲಾಯಿತು ಎಂದು ತಿಳಿಸಿದ್ದಾರೆ.: [406, 318, 669, 416]
- page-number: 02: [40, 38, 198, 150]
- cow-logo-icon: [796, 76, 857, 127]
- english-subtitle: KANNADA DAILY NEWS PAPER: [1129, 92, 1429, 115]
- bottom-story-body-col4: [1215, 1747, 1478, 2367]
- subheading: ಬಿಜೆಪಿ-ಕಾಂಗ್ರೆಸ್ ಸ್ಥಾನಗಳು: [406, 1893, 488, 1905]
- brand-tagline: ಈ ನಮ್ಮ: [844, 36, 883, 51]
- left-story-3-headline: ಗ್ರ್ಯಾಂಡ್ ಚೆಸ್ ಟೂರ್ ಪ್ರಶಸ್ತಿ ಗೆದ್ದ ಮೊದಲ ಭಾರತೀಯ ಪ್ರಜ್ಞಾನಂದ: [47, 1762, 383, 1824]
